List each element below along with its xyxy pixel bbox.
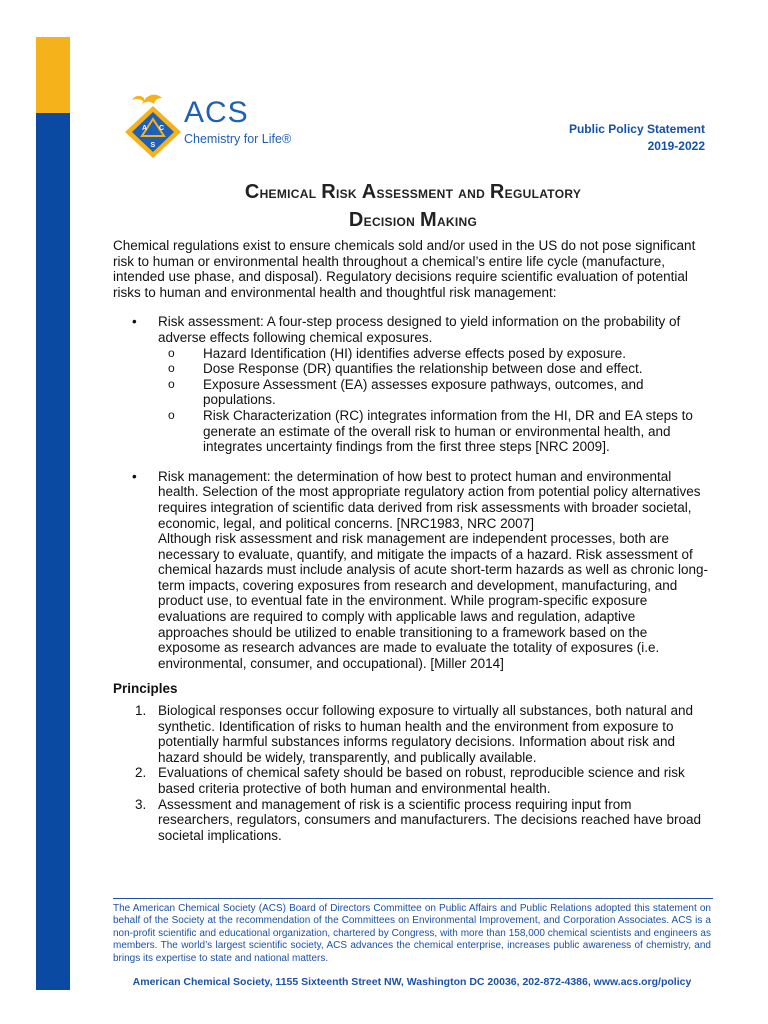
policy-label: Public Policy Statement [568,122,705,136]
principle-text: Biological responses occur following exposure to virtually all substances, both natural and synthetic. Identification of risks to human health and the environment from exposure to potentially harmful substances informs regulatory decisions. Information about risk and hazard should be widely, transparently, and publically available. [158,703,694,765]
bullet-icon: • [132,314,137,330]
title-word: ssessment and [376,184,490,202]
bullet-text: Risk assessment: A four-step process designed to yield information on the probability of adverse effects following chemical exposures. [158,314,681,345]
sub-item-text: Hazard Identification (HI) identifies adverse effects posed by exposure. [203,345,626,361]
bullet-risk-management [113,469,708,531]
bullet-icon: • [132,468,137,484]
title-word: aking [436,212,478,230]
sub-item-text: Exposure Assessment (EA) assesses exposure pathways, outcomes, and populations. [203,376,644,408]
policy-years: 2019-2022 [647,139,705,153]
principle-item [113,703,708,765]
policy-header [569,121,705,155]
principle-text: Assessment and management of risk is a scientific process requiring input from researchers, regulators, consumers and manufacturers. The decisions reached have broad societal implications. [158,796,702,843]
side-band-blue [36,113,70,990]
title-line-2 [113,207,713,235]
intro-paragraph: Chemical regulations exist to ensure chemicals sold and/or used in the US do not pose significant risk to human or environmental health throughout a chemical’s entire life cycle (manufacture, intended use phase, and disposal). Regulatory decisions require scientific evaluation of potential risks to human and environmental health and thoughtful risk management: [113,238,696,300]
title-cap: C [244,181,260,203]
svg-text:A: A [142,125,148,132]
circle-bullet-icon: o [168,407,175,422]
footer-address: American Chemical Society, 1155 Sixteenth Street NW, Washington DC 20036, 202-872-4386, www.acs.org/policy [132,976,692,988]
footer-statement: The American Chemical Society (ACS) Board of Directors Committee on Public Affairs and Public Relations adopted this statement on behalf of the Society at the recommendation of the Committees on Environmental Improvement, and Corporation Associates. ACS is a non-profit scientific and educational organization, chartered by Congress, with more than 158,000 chemical scientists and engineers as members. The world’s largest scientific society, ACS advances the chemical enterprise, increases public awareness of chemistry, and brings its expertise to state and national matters. [113,903,711,964]
bullet-text: Risk management: the determination of how best to protect human and environmental health. Selection of the most appropriate regulatory action from potential policy alternatives requires integration of scientific data derived from risk assessments with broader societal, economic, legal, and political concerns. [NRC1983, NRC 2007] [158,468,701,531]
title-cap: A [361,181,377,203]
principles-heading: Principles [113,681,178,697]
sub-item [113,377,708,408]
bullet-risk-assessment [113,314,708,454]
logo-wordmark: ACS [184,96,249,129]
principle-number: 3. [135,796,147,812]
title-word: isk [335,184,362,202]
title-line-1 [113,179,713,207]
sub-item-text: Dose Response (DR) quantifies the relationship between dose and effect. [203,361,643,377]
document-body [113,238,708,843]
sub-item [113,408,708,455]
sub-item-text: Risk Characterization (RC) integrates information from the HI, DR and EA steps to generate an estimate of the overall risk to human or environmental health, and integrates uncertainty findings from the first three steps [NRC 2009]. [203,407,693,455]
principle-number: 1. [135,703,147,719]
principle-item [113,797,708,844]
circle-bullet-icon: o [168,345,175,360]
title-word: egulatory [504,184,582,202]
title-cap: M [419,209,437,231]
sub-item [113,361,708,377]
title-word: ecision [363,212,420,230]
title-word: hemical [259,184,322,202]
svg-text:S: S [150,142,156,149]
circle-bullet-icon: o [168,376,175,391]
title-cap: R [321,181,336,203]
side-band-yellow [36,37,70,113]
logo-tagline: Chemistry for Life® [184,132,292,146]
title-cap: R [489,181,505,203]
principle-text: Evaluations of chemical safety should be based on robust, reproducible science and risk based criteria protective of both human and environmental health. [158,765,685,796]
principle-item [113,765,708,796]
circle-bullet-icon: o [168,361,175,376]
acs-logo [122,90,322,160]
principle-number: 2. [135,765,147,781]
footer-divider [113,898,713,899]
body-paragraph: Although risk assessment and risk management are independent processes, both are necessary to evaluate, quantify, and mitigate the impacts of a hazard. Risk assessment of chemical hazards must include analysis of acute short-term hazards as well as chronic long-term impacts, covering exposures from research and development, manufacturing, and product use, to eventual fate in the environment. While program-specific exposure evaluations are required to comply with applicable laws and regulation, adaptive approaches should be utilized to enable transitioning to a framework based on the exposome as research advances are made to evaluate the totality of exposures (i.e. environmental, consumer, and occupational). [Miller 2014] [158,531,708,671]
title-cap: D [348,209,364,231]
document-title [113,179,713,235]
acs-seal-icon [122,90,184,160]
sub-item [113,346,708,362]
svg-text:C: C [159,125,165,132]
